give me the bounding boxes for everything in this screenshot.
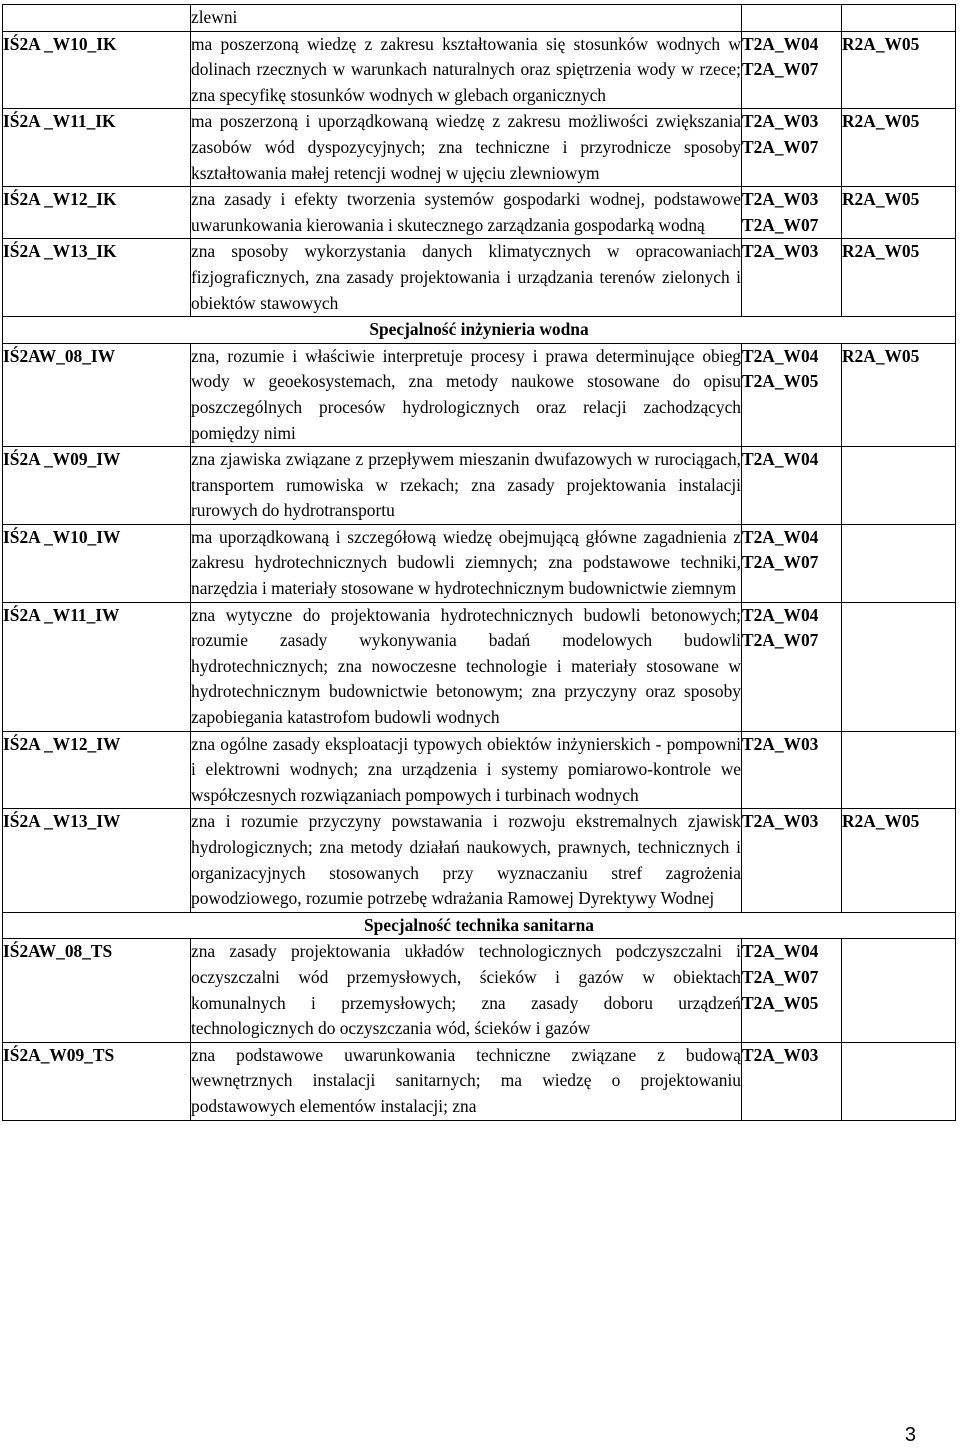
section-header: Specjalność inżynieria wodna [3, 317, 956, 344]
area-effect-refs [742, 109, 842, 187]
outcome-description: ma poszerzoną wiedzę z zakresu kształtowania się stosunków wodnych w dolinach rzecznych w warunkach naturalnych oraz spiętrzenia wody w rzece; zna specyfikę stosunków wodnych w glebach organicznych [191, 31, 742, 109]
area-effect-ref: T2A_W07 [742, 552, 819, 573]
table-row [3, 939, 956, 1042]
outcome-code: IŚ2A _W12_IW [3, 731, 191, 809]
table-row [3, 343, 956, 446]
outcome-description: zna ogólne zasady eksploatacji typowych obiektów inżynierskich - pompowni i elektrowni wodnych; zna urządzenia i systemy pomiarowo-kontrole we współczesnych rozwiązaniach pompowych i turbinach wodnych [191, 731, 742, 809]
area-effect-ref: T2A_W07 [742, 136, 819, 157]
area-effect-ref: T2A_W04 [742, 526, 819, 547]
section-header-row [3, 317, 956, 344]
area-effect-ref: T2A_W05 [742, 992, 819, 1013]
area-effect-refs [742, 809, 842, 912]
area-effect-ref: T2A_W04 [742, 941, 819, 962]
engineering-effect-ref [842, 524, 956, 602]
outcome-code: IŚ2A _W13_IK [3, 239, 191, 317]
section-header: Specjalność technika sanitarna [3, 912, 956, 939]
engineering-effect-ref [842, 939, 956, 1042]
outcome-code: IŚ2A _W10_IK [3, 31, 191, 109]
outcome-description: ma poszerzoną i uporządkowaną wiedzę z zakresu możliwości zwiększania zasobów wód dyspozycyjnych; zna techniczne i przyrodnicze sposoby kształtowania małej retencji wodnej w ujęciu zlewniowym [191, 109, 742, 187]
area-effect-ref: T2A_W03 [742, 811, 819, 832]
area-effect-ref: T2A_W04 [742, 604, 819, 625]
outcome-description: zna zjawiska związane z przepływem mieszanin dwufazowych w rurociągach, transportem rumowiska w rzekach; zna zasady projektowania instalacji rurowych do hydrotransportu [191, 447, 742, 525]
outcome-description: zna, rozumie i właściwie interpretuje procesy i prawa determinujące obieg wody w geoekosystemach, zna metody naukowe stosowane do opisu poszczególnych procesów hydrologicznych oraz relacji zachodzących pomiędzy nimi [191, 343, 742, 446]
area-effect-refs [742, 343, 842, 446]
area-effect-refs [742, 447, 842, 525]
area-effect-ref: T2A_W03 [742, 189, 819, 210]
outcome-code: IŚ2AW_08_IW [3, 343, 191, 446]
outcome-code: IŚ2A _W11_IK [3, 109, 191, 187]
engineering-effect-ref [842, 1042, 956, 1120]
table-row [3, 239, 956, 317]
section-header-row [3, 912, 956, 939]
outcome-description: zna sposoby wykorzystania danych klimatycznych w opracowaniach fizjograficznych, zna zasady projektowania i urządzania terenów zielonych i obiektów stawowych [191, 239, 742, 317]
area-effect-ref: T2A_W03 [742, 1044, 819, 1065]
outcome-code: IŚ2AW_08_TS [3, 939, 191, 1042]
table-row [3, 524, 956, 602]
outcome-description: zna podstawowe uwarunkowania techniczne związane z budową wewnętrznych instalacji sanitarnych; ma wiedzę o projektowaniu podstawowych elementów instalacji; zna [191, 1042, 742, 1120]
outcome-code: IŚ2A_W09_TS [3, 1042, 191, 1120]
engineering-effect-ref: R2A_W05 [842, 809, 956, 912]
engineering-effect-ref: R2A_W05 [842, 109, 956, 187]
area-effect-refs [742, 731, 842, 809]
outcome-description: ma uporządkowaną i szczegółową wiedzę obejmującą główne zagadnienia z zakresu hydrotechnicznych budowli ziemnych; zna podstawowe techniki, narzędzia i materiały stosowane w hydrotechnicznym budownictwie ziemnym [191, 524, 742, 602]
area-effect-refs [742, 939, 842, 1042]
outcome-description: zlewni [191, 5, 742, 32]
engineering-effect-ref: R2A_W05 [842, 239, 956, 317]
engineering-effect-ref [842, 5, 956, 32]
page-number: 3 [904, 1424, 916, 1446]
table-row [3, 5, 956, 32]
area-effect-refs [742, 31, 842, 109]
outcome-description: zna wytyczne do projektowania hydrotechnicznych budowli betonowych; rozumie zasady wykonywania badań modelowych budowli hydrotechnicznych; zna nowoczesne technologie i materiały stosowane w hydrotechnicznym budownictwie betonowym; zna przyczyny oraz sposoby zapobiegania katastrofom budowli wodnych [191, 602, 742, 731]
engineering-effect-ref: R2A_W05 [842, 343, 956, 446]
table-row [3, 1042, 956, 1120]
area-effect-ref: T2A_W03 [742, 111, 819, 132]
area-effect-refs [742, 1042, 842, 1120]
learning-outcomes-table [2, 4, 956, 1121]
area-effect-ref: T2A_W07 [742, 214, 819, 235]
outcome-description: zna i rozumie przyczyny powstawania i rozwoju ekstremalnych zjawisk hydrologicznych; zna metody działań naukowych, prawnych, technicznych i organizacyjnych stosowanych przy wyznaczaniu stref zagrożenia powodziowego, rozumie potrzebę wdrażania Ramowej Dyrektywy Wodnej [191, 809, 742, 912]
table-row [3, 109, 956, 187]
area-effect-ref: T2A_W07 [742, 966, 819, 987]
outcome-code: IŚ2A _W10_IW [3, 524, 191, 602]
outcome-description: zna zasady projektowania układów technologicznych podczyszczalni i oczyszczalni wód przemysłowych, ścieków i gazów w obiektach komunalnych i przemysłowych; zna zasady doboru urządzeń technologicznych do oczyszczania wód, ścieków i gazów [191, 939, 742, 1042]
area-effect-refs [742, 524, 842, 602]
area-effect-refs [742, 239, 842, 317]
outcome-code: IŚ2A _W09_IW [3, 447, 191, 525]
area-effect-ref: T2A_W07 [742, 630, 819, 651]
table-row [3, 602, 956, 731]
area-effect-ref: T2A_W05 [742, 371, 819, 392]
outcome-description: zna zasady i efekty tworzenia systemów gospodarki wodnej, podstawowe uwarunkowania kierowania i skutecznego zarządzania gospodarką wodną [191, 187, 742, 239]
table-body [3, 5, 956, 1121]
area-effect-ref: T2A_W07 [742, 59, 819, 80]
outcome-code: IŚ2A _W11_IW [3, 602, 191, 731]
area-effect-ref: T2A_W03 [742, 241, 819, 262]
area-effect-ref: T2A_W04 [742, 33, 819, 54]
outcome-code: IŚ2A _W12_IK [3, 187, 191, 239]
outcome-code: IŚ2A _W13_IW [3, 809, 191, 912]
engineering-effect-ref [842, 731, 956, 809]
outcome-code [3, 5, 191, 32]
area-effect-ref: T2A_W03 [742, 733, 819, 754]
area-effect-refs [742, 602, 842, 731]
table-row [3, 447, 956, 525]
engineering-effect-ref [842, 602, 956, 731]
area-effect-ref: T2A_W04 [742, 345, 819, 366]
area-effect-refs [742, 5, 842, 32]
engineering-effect-ref: R2A_W05 [842, 187, 956, 239]
table-row [3, 731, 956, 809]
table-row [3, 187, 956, 239]
area-effect-refs [742, 187, 842, 239]
table-row [3, 31, 956, 109]
engineering-effect-ref: R2A_W05 [842, 31, 956, 109]
engineering-effect-ref [842, 447, 956, 525]
area-effect-ref: T2A_W04 [742, 449, 819, 470]
table-row [3, 809, 956, 912]
